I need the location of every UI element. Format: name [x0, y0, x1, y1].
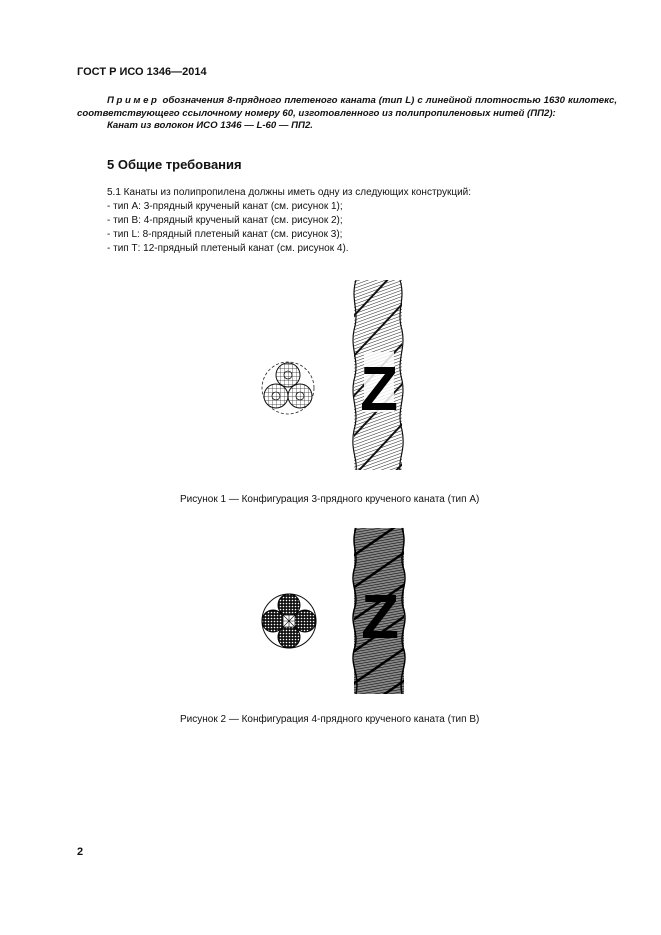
example-designation: Канат из волокон ИСО 1346 — L-60 — ПП2. — [107, 120, 313, 132]
example-text: обозначения 8-прядного плетеного каната (тип L) с линейной плотностью 1630 килотекс, соответствующего ссылочному номеру 60, изготовленного из полипропиленовых нитей (ПП2): — [77, 95, 617, 119]
twist-direction-label: Z — [361, 583, 399, 652]
example-label: Пример — [107, 95, 160, 106]
figure1-rope-icon — [350, 280, 406, 470]
list-item: - тип А: 3-прядный крученый канат (см. рисунок 1); — [107, 201, 343, 212]
list-item: - тип Т: 12-прядный плетеный канат (см. рисунок 4). — [107, 243, 349, 254]
figure2-caption: Рисунок 2 — Конфигурация 4-прядного крученого каната (тип В) — [180, 714, 480, 725]
twist-direction-label: Z — [360, 355, 398, 424]
list-item: - тип L: 8-прядный плетеный канат (см. рисунок 3); — [107, 229, 343, 240]
list-item: - тип В: 4-прядный крученый канат (см. рисунок 2); — [107, 215, 343, 226]
document-header-code: ГОСТ Р ИСО 1346—2014 — [77, 66, 207, 78]
section-title: 5 Общие требования — [107, 157, 242, 172]
rope-types-list — [107, 186, 471, 256]
figure2-rope-icon — [350, 528, 408, 694]
page-number: 2 — [77, 846, 84, 858]
figure1-cross-section-icon — [260, 360, 316, 416]
figure2-cross-section-icon — [261, 593, 317, 649]
example-paragraph — [77, 95, 617, 120]
designation-example — [77, 95, 617, 133]
section-intro: 5.1 Канаты из полипропилена должны иметь одну из следующих конструкций: — [107, 187, 472, 198]
figure1-caption: Рисунок 1 — Конфигурация 3-прядного крученого каната (тип А) — [180, 494, 480, 505]
